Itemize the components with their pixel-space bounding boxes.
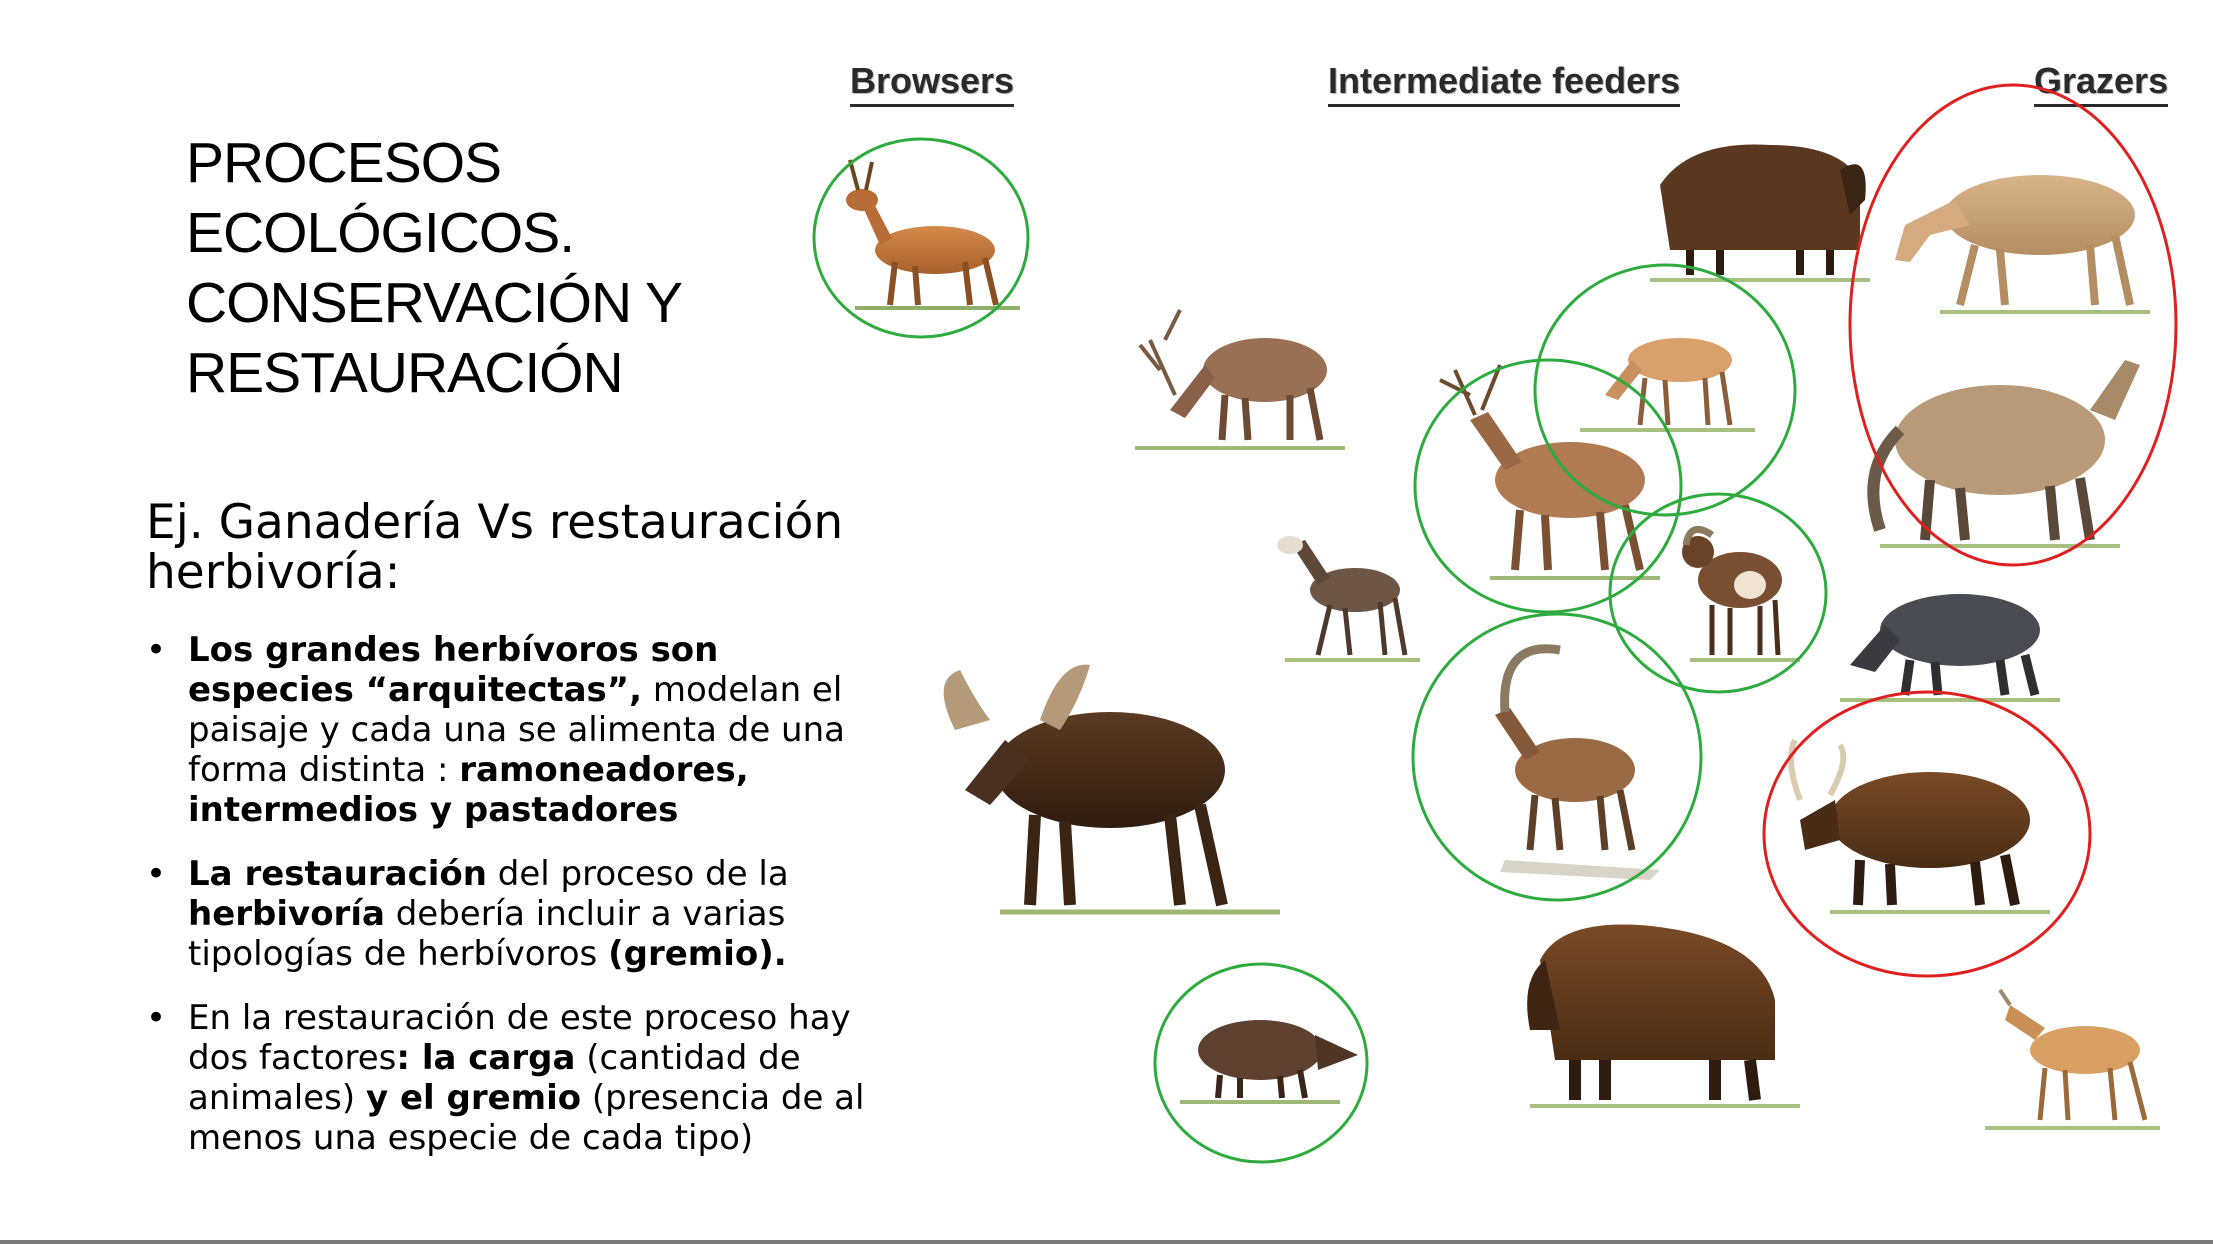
slide-subtitle: Ej. Ganadería Vs restauración herbivoría: — [146, 495, 844, 600]
title-line: RESTAURACIÓN — [186, 341, 623, 405]
bullet-marker: • — [146, 630, 167, 670]
header-grazers: Grazers — [2034, 60, 2168, 107]
water-buffalo — [1840, 594, 2060, 700]
saiga — [1985, 990, 2160, 1128]
bullet-text-bold: herbivoría — [188, 894, 385, 934]
bullet-text: En la restauración de este proceso hay dos factores — [188, 998, 851, 1078]
wild-boar — [1180, 1020, 1358, 1102]
musk-ox — [1650, 145, 1870, 281]
aurochs — [1791, 740, 2050, 912]
bullet-text-bold: Los grandes herbívoros son especies “arquitectas”, — [188, 630, 719, 710]
bullet-text: modelan el paisaje y cada una se alimenta de una forma distinta : — [188, 670, 845, 790]
bullet-text-bold: (gremio). — [608, 934, 787, 974]
title-line: PROCESOS — [186, 131, 502, 195]
red-deer — [1440, 365, 1660, 578]
moose — [944, 665, 1280, 912]
title-line: ECOLÓGICOS. — [186, 201, 575, 265]
bullet-text: debería incluir a varias tipologías de herbívoros — [188, 894, 786, 974]
bullet-marker: • — [146, 854, 167, 894]
bottom-divider — [0, 1240, 2213, 1244]
mouflon — [1682, 529, 1800, 660]
wild-ass — [1895, 175, 2150, 312]
header-intermediate-feeders: Intermediate feeders — [1328, 60, 1680, 107]
title-line: CONSERVACIÓN Y — [186, 271, 682, 335]
reindeer — [1135, 310, 1345, 448]
bullet-text: del proceso de la — [487, 854, 789, 894]
ibex — [1495, 649, 1660, 880]
bullet-text-bold: La restauración — [188, 854, 487, 894]
header-browsers: Browsers — [850, 60, 1014, 107]
konik-horse — [1873, 360, 2140, 546]
fallow-deer — [1580, 338, 1755, 430]
european-bison — [1527, 924, 1800, 1106]
bullet-text-bold: : la carga — [396, 1038, 576, 1078]
bullet-text-bold: ramoneadores, intermedios y pastadores — [188, 750, 749, 830]
chamois — [1277, 536, 1420, 660]
bullet-text: (presencia de al menos una especie de cada tipo) — [188, 1078, 865, 1158]
bullet-text: (cantidad de animales) — [188, 1038, 801, 1118]
bullet-marker: • — [146, 998, 167, 1038]
bullet-text-bold: y el gremio — [365, 1078, 582, 1118]
roe-deer — [846, 160, 1020, 308]
